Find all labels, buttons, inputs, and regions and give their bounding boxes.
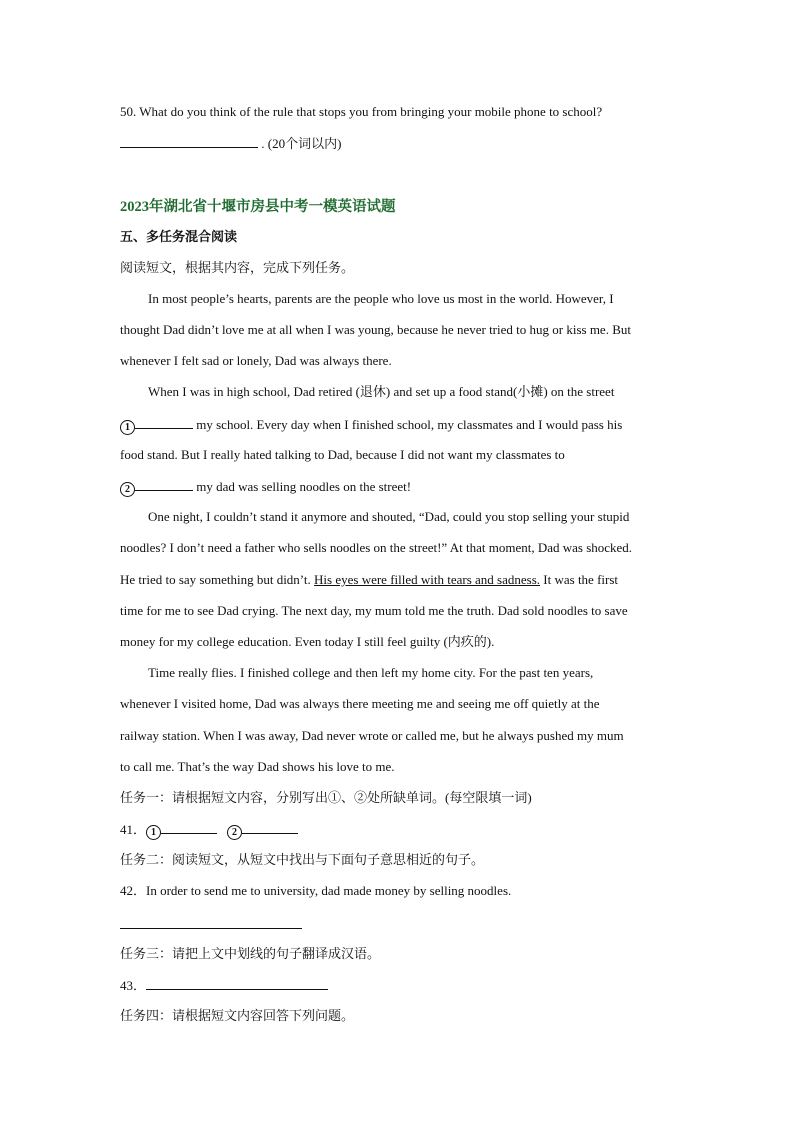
passage-text: my dad was selling noodles on the street! (193, 479, 412, 494)
passage-line: noodles? I don’t need a father who sells noodles on the street!” At that moment, Dad was shocked. (120, 540, 633, 555)
exam-title: 2023年湖北省十堰市房县中考一模英语试题 (120, 199, 396, 215)
task-2-instruction: 任务二：阅读短文，从短文中找出与下面句子意思相近的句子。 (120, 852, 485, 867)
passage-text: my school. Every day when I finished school, my classmates and I would pass his (193, 417, 623, 432)
underlined-sentence: His eyes were filled with tears and sadness. (314, 572, 541, 587)
section-heading: 五、多任务混合阅读 (120, 229, 238, 244)
passage-blank-2[interactable] (135, 476, 193, 491)
passage-line: time for me to see Dad crying. The next day, my mum told me the truth. Dad sold noodles to save (120, 603, 628, 618)
answer-line-42[interactable] (120, 928, 302, 929)
passage-line: whenever I visited home, Dad was always there meeting me and seeing me off quietly at the (120, 696, 600, 711)
passage-line: food stand. But I really hated talking to Dad, because I did not want my classmates to (120, 447, 565, 462)
answer-word-limit: . (20个词以内) (258, 136, 342, 151)
passage-line: In most people’s hearts, parents are the people who love us most in the world. However, I (148, 291, 614, 306)
passage-line: When I was in high school, Dad retired (退休) and set up a food stand(小摊) on the street (148, 384, 615, 399)
circled-number-1: 1 (146, 825, 161, 840)
question-41-label: 41． (120, 822, 147, 837)
passage-line: One night, I couldn’t stand it anymore and shouted, “Dad, could you stop selling your stupid (148, 509, 630, 524)
circled-number-1: 1 (120, 420, 135, 435)
passage-line-blank-2 (120, 476, 411, 497)
passage-line-underlined (120, 570, 618, 590)
passage-line: to call me. That’s the way Dad shows his love to me. (120, 759, 395, 774)
passage-text: He tried to say something but didn’t. (120, 572, 315, 587)
instruction: 阅读短文，根据其内容，完成下列任务。 (120, 260, 355, 275)
passage-line: whenever I felt sad or lonely, Dad was always there. (120, 353, 392, 368)
passage-line: Time really flies. I finished college and then left my home city. For the past ten years, (148, 665, 594, 680)
question-43-label: 43． (120, 978, 147, 993)
circled-number-2: 2 (227, 825, 242, 840)
answer-blank-50[interactable] (120, 133, 258, 148)
question-50-answer (120, 133, 341, 154)
question-43 (120, 975, 328, 996)
circled-number-2: 2 (120, 482, 135, 497)
task-3-instruction: 任务三：请把上文中划线的句子翻译成汉语。 (120, 946, 381, 961)
task-4-instruction: 任务四：请根据短文内容回答下列问题。 (120, 1008, 355, 1023)
answer-blank-41-1[interactable] (161, 819, 217, 834)
question-42: 42．In order to send me to university, dad made money by selling noodles. (120, 883, 512, 898)
task-1-instruction: 任务一：请根据短文内容，分别写出①、②处所缺单词。(每空限填一词) (120, 790, 532, 805)
answer-blank-41-2[interactable] (242, 819, 298, 834)
answer-blank-43[interactable] (146, 975, 328, 990)
passage-line-blank-1 (120, 414, 622, 435)
question-50-text: 50. What do you think of the rule that stops you from bringing your mobile phone to school? (120, 104, 603, 119)
passage-line: money for my college education. Even today I still feel guilty (内疚的). (120, 634, 495, 649)
question-41 (120, 819, 298, 840)
question-50 (120, 102, 602, 122)
passage-blank-1[interactable] (135, 414, 193, 429)
passage-line: railway station. When I was away, Dad never wrote or called me, but he always pushed my mum (120, 728, 624, 743)
passage-text: It was the first (540, 572, 619, 587)
passage-line: thought Dad didn’t love me at all when I was young, because he never tried to hug or kiss me. But (120, 322, 631, 337)
